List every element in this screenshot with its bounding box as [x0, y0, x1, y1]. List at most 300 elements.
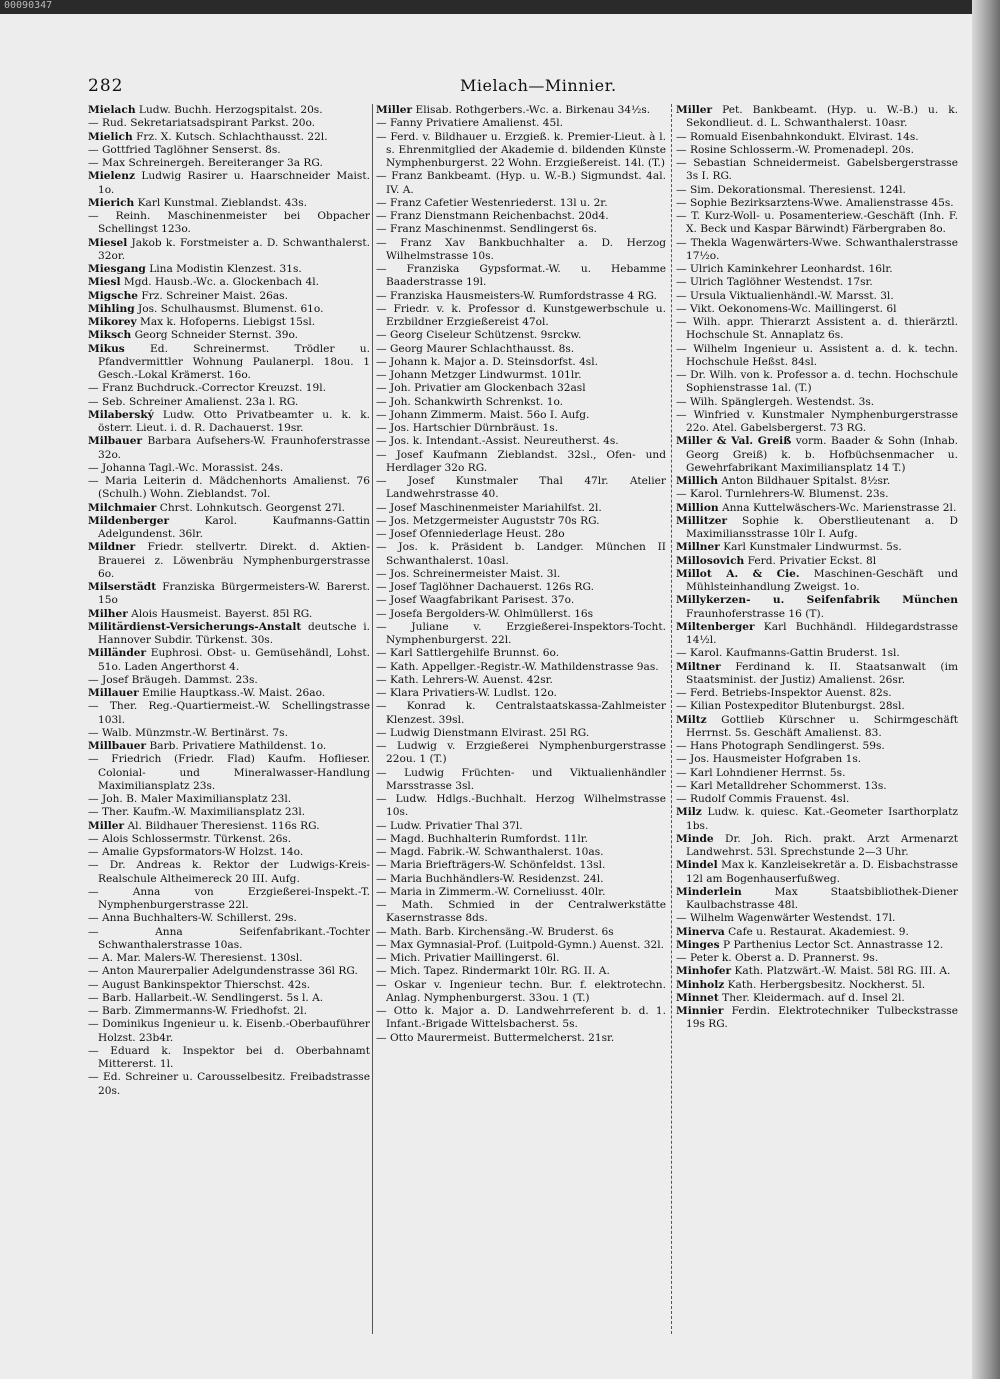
directory-entry	[676, 992, 958, 1005]
directory-entry	[88, 740, 370, 753]
directory-entry	[676, 475, 958, 488]
entry-surname: Minerva	[676, 925, 725, 938]
scan-code: 00090347	[4, 0, 53, 11]
directory-entry	[88, 541, 370, 581]
directory-entry	[88, 117, 370, 130]
directory-entry	[676, 396, 958, 409]
directory-entry	[676, 793, 958, 806]
entry-details: Ludwig v. Erzgießerei Nymphenburgerstrasse 22ou. 1 (T.)	[386, 740, 666, 766]
directory-entry	[376, 674, 666, 687]
entry-details: Josefa Bergolders-W. Ohlmüllerst. 16s	[389, 607, 594, 620]
entry-details: Anna Seifenfabrikant.-Tochter Schwanthalerstrasse 10as.	[98, 925, 370, 951]
directory-entry	[676, 594, 958, 621]
directory-entry	[676, 144, 958, 157]
page-number: 282	[88, 76, 124, 96]
directory-entry	[676, 435, 958, 475]
directory-entry	[376, 846, 666, 859]
directory-entry	[376, 899, 666, 926]
directory-entry	[88, 157, 370, 170]
directory-entry	[376, 541, 666, 568]
directory-entry	[88, 170, 370, 197]
entry-details: Ferd. v. Bildhauer u. Erzgieß. k. Premier-Lieut. à l. s. Ehrenmitglied der Akademie d. bildenden Künste Nymphenburgerst. 22 Wohn. Erzgießereist. 14l. (T.)	[386, 130, 666, 169]
entry-details: Chrst. Lohnkutsch. Georgenst 27l.	[156, 501, 345, 514]
entry-details: Georg Schneider Sternst. 39o.	[131, 329, 299, 342]
directory-entry	[676, 237, 958, 264]
entry-details: Romuald Eisenbahnkondukt. Elvirast. 14s.	[689, 130, 919, 143]
entry-details: Kath. Platzwärt.-W. Maist. 58l RG. III. A.	[731, 965, 951, 978]
running-head: Mielach—Minnier.	[460, 76, 617, 95]
directory-entry	[376, 952, 666, 965]
directory-entry	[88, 979, 370, 992]
entry-details: Maschinen-Geschäft und Mühlsteinhandlung Zweigst. 1o.	[686, 567, 958, 593]
entry-details: Max Gymnasial-Prof. (Luitpold-Gymn.) Auenst. 32l.	[389, 938, 665, 951]
entry-details: Karl Kunstmaler Lindwurmst. 5s.	[719, 541, 902, 554]
entry-details: Otto Maurermeist. Buttermelcherst. 21sr.	[389, 1031, 615, 1044]
directory-entry	[88, 912, 370, 925]
directory-entry	[676, 952, 958, 965]
directory-entry	[88, 687, 370, 700]
entry-details: Georg Ciseleur Schützenst. 9srckw.	[389, 329, 582, 342]
directory-entry	[676, 555, 958, 568]
entry-surname: Minde	[676, 832, 714, 845]
directory-entry	[376, 926, 666, 939]
entry-details: Ferdinand k. II. Staatsanwalt (im Staatsminist. der Justiz) Amalienst. 26sr.	[686, 660, 958, 686]
entry-surname: Miltenberger	[676, 620, 755, 633]
directory-entry	[376, 210, 666, 223]
directory-entry	[676, 157, 958, 184]
entry-surname: Minnet	[676, 991, 719, 1004]
directory-entry	[88, 1071, 370, 1098]
entry-details: Dominikus Ingenieur u. k. Eisenb.-Oberbauführer Holzst. 23b4r.	[98, 1018, 370, 1044]
entry-surname: Milchmaier	[88, 501, 157, 514]
directory-entry	[88, 210, 370, 237]
directory-entry	[376, 979, 666, 1006]
entry-details: Johanna Tagl.-Wc. Morassist. 24s.	[101, 461, 284, 474]
directory-entry	[376, 820, 666, 833]
entry-details: Joh. Schankwirth Schrenkst. 1o.	[389, 395, 564, 408]
entry-details: Klara Privatiers-W. Ludlst. 12o.	[389, 687, 557, 699]
directory-entry	[676, 965, 958, 978]
directory-entry	[676, 276, 958, 289]
directory-entry	[88, 409, 370, 436]
entry-details: Sebastian Schneidermeist. Gabelsbergerstrasse 3s I. RG.	[686, 157, 958, 183]
entry-details: Sim. Dekorationsmal. Theresienst. 124l.	[689, 183, 906, 196]
entry-details: Barb. Zimmermanns-W. Friedhofst. 2l.	[101, 1005, 307, 1017]
entry-details: Fanny Privatiere Amalienst. 45l.	[389, 117, 563, 130]
entry-details: Al. Bildhauer Theresienst. 116s RG.	[124, 819, 320, 832]
entry-surname: Minnier	[676, 1005, 724, 1017]
directory-entry	[376, 131, 666, 171]
entry-surname: Minderlein	[676, 885, 742, 898]
directory-entry	[88, 674, 370, 687]
entry-details: Max Staatsbibliothek-Diener Kaulbachstrasse 48l.	[686, 885, 958, 911]
directory-entry	[676, 303, 958, 316]
entry-details: Friedr. stellvertr. Direkt. d. Aktien-Brauerei z. Löwenbräu Nymphenburgerstrasse 6o.	[98, 541, 370, 580]
directory-entry	[88, 144, 370, 157]
directory-entry	[88, 753, 370, 793]
entry-details: Josef Kunstmaler Thal 47lr. Atelier Landwehrstrasse 40.	[386, 475, 666, 501]
entry-details: August Bankinspektor Thierschst. 42s.	[101, 978, 311, 991]
entry-details: Johann k. Major a. D. Steinsdorfst. 4sl.	[389, 355, 598, 368]
entry-details: Anna Buchhalters-W. Schillerst. 29s.	[101, 912, 297, 925]
entry-details: Karl Sattlergehilfe Brunnst. 6o.	[389, 647, 560, 660]
directory-entry	[88, 515, 370, 542]
entry-surname: Miller & Val. Greiß	[676, 435, 792, 448]
directory-entry	[88, 1045, 370, 1072]
entry-surname: Miesl	[88, 276, 121, 289]
entry-details: Mich. Tapez. Rindermarkt 10lr. RG. II. A.	[389, 965, 610, 978]
directory-entry	[88, 329, 370, 342]
directory-entry	[88, 581, 370, 608]
directory-entry	[88, 382, 370, 395]
directory-entry	[376, 727, 666, 740]
entry-details: Ed. Schreinermst. Trödler u. Pfandvermittler Wohnung Paulanerpl. 18ou. 1 Gesch.-Lokal Krämerst. 16o.	[98, 342, 370, 381]
directory-entry	[88, 343, 370, 383]
directory-entry	[676, 661, 958, 688]
directory-entry	[676, 687, 958, 700]
entry-surname: Milländer	[88, 647, 147, 660]
entry-surname: Migsche	[88, 289, 139, 302]
directory-entry	[376, 594, 666, 607]
entry-details: Peter k. Oberst a. D. Prannerst. 9s.	[689, 952, 879, 964]
directory-entry	[676, 753, 958, 766]
directory-entry	[376, 435, 666, 448]
entry-surname: Mielenz	[88, 170, 135, 183]
entry-surname: Millbauer	[88, 740, 147, 752]
directory-entry	[88, 303, 370, 316]
entry-details: Ludw. Buchh. Herzogspitalst. 20s.	[135, 104, 323, 116]
entry-details: Mich. Privatier Maillingerst. 6l.	[389, 952, 560, 964]
entry-details: Vikt. Oekonomens-Wc. Maillingerst. 6l	[689, 302, 897, 315]
directory-entry	[376, 409, 666, 422]
entry-details: Winfried v. Kunstmaler Nymphenburgerstrasse 22o. Atel. Gabelsbergerst. 73 RG.	[686, 408, 958, 434]
entry-details: Ulrich Taglöhner Westendst. 17sr.	[689, 276, 873, 289]
entry-surname: Mildner	[88, 541, 136, 554]
directory-entry	[88, 926, 370, 953]
directory-entry	[376, 290, 666, 303]
directory-entry	[676, 714, 958, 741]
entry-details: Wilh. appr. Thierarzt Assistent a. d. thierärztl. Hochschule St. Annaplatz 6s.	[686, 316, 958, 342]
entry-details: Barb. Hallarbeit.-W. Sendlingerst. 5s l. A.	[101, 991, 324, 1004]
directory-entry	[88, 475, 370, 502]
entry-details: Alois Hausmeist. Bayerst. 85l RG.	[127, 607, 313, 620]
directory-entry	[676, 780, 958, 793]
entry-surname: Milz	[676, 806, 702, 819]
directory-entry	[88, 462, 370, 475]
directory-entry	[376, 475, 666, 502]
entry-details: Dr. Joh. Rich. prakt. Arzt Armenarzt Landwehrst. 53l. Sprechstunde 2—3 Uhr.	[686, 832, 958, 858]
directory-entry	[376, 104, 666, 117]
entry-details: Elisab. Rothgerbers.-Wc. a. Birkenau 34½s.	[412, 104, 651, 116]
directory-entry	[676, 369, 958, 396]
directory-entry	[676, 197, 958, 210]
directory-column-1	[88, 104, 370, 1344]
directory-entry	[376, 873, 666, 886]
entry-details: Math. Schmied in der Centralwerkstätte Kasernstrasse 8ds.	[386, 899, 666, 925]
entry-surname: Mindel	[676, 859, 718, 872]
entry-details: P Parthenius Lector Sct. Annastrasse 12.	[719, 938, 944, 951]
entry-details: vorm. Baader & Sohn (Inhab. Georg Greiß) k. b. Hofbüchsenmacher u. Gewehrfabrikant Maximiliansplatz 14 T.)	[686, 435, 958, 474]
entry-details: Ther. Reg.-Quartiermeist.-W. Schellingstrasse 103l.	[98, 700, 370, 726]
directory-entry	[676, 767, 958, 780]
entry-surname: Miller	[376, 104, 413, 116]
directory-entry	[676, 647, 958, 660]
entry-surname: Miller	[88, 819, 125, 832]
column-divider	[372, 104, 373, 1334]
directory-entry	[376, 263, 666, 290]
directory-entry	[376, 343, 666, 356]
directory-entry	[376, 568, 666, 581]
directory-entry	[676, 886, 958, 913]
directory-entry	[376, 939, 666, 952]
entry-details: Karl Metalldreher Schommerst. 13s.	[689, 779, 887, 792]
entry-details: Jakob k. Forstmeister a. D. Schwanthalerst. 32or.	[98, 236, 370, 262]
entry-details: Jos. Metzgermeister Auguststr 70s RG.	[389, 514, 600, 527]
directory-entry	[676, 833, 958, 860]
entry-details: Ludwig Rasirer u. Haarschneider Maist. 1o.	[98, 170, 370, 196]
directory-entry	[376, 1032, 666, 1045]
entry-details: Ludwig Dienstmann Elvirast. 25l RG.	[389, 726, 590, 739]
directory-entry	[376, 422, 666, 435]
entry-details: T. Kurz-Woll- u. Posamenteriew.-Geschäft (Inh. F. X. Beck und Kaspar Bärwindt) Färbergraben 8o.	[686, 210, 958, 236]
directory-entry	[88, 833, 370, 846]
entry-surname: Mikorey	[88, 316, 137, 328]
directory-entry	[376, 329, 666, 342]
entry-details: Karol. Kaufmanns-Gattin Bruderst. 1sl.	[689, 647, 900, 660]
entry-details: Joh. Privatier am Glockenbach 32asl	[389, 382, 586, 395]
entry-details: Josef Waagfabrikant Parisest. 37o.	[389, 594, 575, 607]
directory-entry	[376, 170, 666, 197]
entry-details: Karl Kunstmal. Zieblandst. 43s.	[134, 196, 307, 209]
directory-entry	[376, 502, 666, 515]
entry-details: Jos. Hartschier Dürnbräust. 1s.	[389, 422, 559, 434]
entry-surname: Miesel	[88, 236, 128, 249]
directory-entry	[376, 833, 666, 846]
entry-details: Reinh. Maschinenmeister bei Obpacher Schellingst 123o.	[98, 210, 370, 236]
entry-details: Konrad k. Centralstaatskassa-Zahlmeister Klenzest. 39sl.	[386, 700, 666, 726]
directory-entry	[676, 568, 958, 595]
directory-entry	[88, 502, 370, 515]
directory-entry	[88, 263, 370, 276]
directory-entry	[88, 793, 370, 806]
entry-surname: Miesgang	[88, 263, 146, 275]
directory-entry	[88, 435, 370, 462]
directory-entry	[88, 820, 370, 833]
entry-surname: Millot A. & Cie.	[676, 567, 800, 580]
directory-entry	[88, 965, 370, 978]
directory-entry	[376, 886, 666, 899]
entry-details: Josef Taglöhner Dachauerst. 126s RG.	[389, 581, 594, 593]
entry-details: Kilian Postexpeditor Blutenburgst. 28sl.	[689, 700, 905, 713]
directory-entry	[88, 396, 370, 409]
directory-entry	[676, 926, 958, 939]
directory-entry	[88, 1005, 370, 1018]
entry-surname: Mildenberger	[88, 514, 170, 527]
entry-surname: Millosovich	[676, 554, 745, 567]
entry-details: Fraunhoferstrasse 16 (T).	[686, 607, 824, 620]
entry-details: Friedrich (Friedr. Flad) Kaufm. Hoflieser. Colonial- und Mineralwasser-Handlung Maximiliansplatz 23s.	[98, 753, 370, 792]
directory-entry	[676, 806, 958, 833]
directory-entry	[88, 237, 370, 264]
entry-details: Anton Maurerpalier Adelgundenstrasse 36l RG.	[101, 965, 358, 978]
directory-entry	[676, 912, 958, 925]
entry-details: Dr. Wilh. von k. Professor a. d. techn. Hochschule Sophienstrasse 1al. (T.)	[686, 369, 958, 395]
entry-surname: Minholz	[676, 978, 725, 991]
entry-details: Wilh. Spänglergeh. Westendst. 3s.	[689, 395, 875, 408]
entry-details: Josef Kaufmann Zieblandst. 32sl., Ofen- und Herdlager 32o RG.	[386, 448, 666, 474]
entry-details: Ulrich Kaminkehrer Leonhardst. 16lr.	[689, 263, 893, 275]
entry-details: Frz. X. Kutsch. Schlachthausst. 22l.	[132, 130, 328, 143]
entry-details: Rud. Sekretariatsadspirant Parkst. 20o.	[101, 117, 316, 130]
entry-details: Karol. Turnlehrers-W. Blumenst. 23s.	[689, 488, 889, 501]
entry-details: Kath. Appellger.-Registr.-W. Mathildenstrasse 9as.	[389, 660, 659, 673]
entry-details: Franziska Gypsformat.-W. u. Hebamme Baaderstrasse 19l.	[386, 263, 666, 289]
entry-details: Lina Modistin Klenzest. 31s.	[145, 263, 302, 275]
directory-entry	[376, 859, 666, 872]
directory-entry	[676, 515, 958, 542]
entry-surname: Millauer	[88, 687, 139, 699]
entry-details: Cafe u. Restaurat. Akademiest. 9.	[724, 925, 909, 938]
directory-entry	[376, 581, 666, 594]
directory-entry	[88, 647, 370, 674]
directory-entry	[676, 184, 958, 197]
directory-entry	[676, 316, 958, 343]
entry-details: Karl Buchhändl. Hildegardstrasse 14½l.	[686, 620, 958, 646]
entry-details: Ther. Kleidermach. auf d. Insel 2l.	[718, 991, 905, 1004]
entry-details: Barbara Aufsehers-W. Fraunhoferstrasse 32o.	[98, 435, 370, 461]
entry-details: Franz Bankbeamt. (Hyp. u. W.-B.) Sigmundst. 4al. IV. A.	[386, 170, 666, 196]
entry-details: Sophie Bezirksarztens-Wwe. Amalienstrasse 45s.	[689, 196, 954, 209]
entry-surname: Millitzer	[676, 514, 728, 527]
entry-details: Maria Buchhändlers-W. Residenzst. 24l.	[389, 872, 604, 885]
directory-entry	[88, 104, 370, 117]
entry-details: Ludw. Privatier Thal 37l.	[389, 819, 523, 832]
entry-surname: Mielach	[88, 104, 136, 116]
entry-details: Franz Maschinenmst. Sendlingerst 6s.	[389, 223, 598, 236]
directory-entry	[88, 700, 370, 727]
entry-surname: Mielich	[88, 130, 133, 143]
entry-surname: Minges	[676, 938, 720, 951]
entry-details: Karl Lohndiener Herrnst. 5s.	[689, 766, 846, 779]
entry-details: Ther. Kaufm.-W. Maximiliansplatz 23l.	[101, 806, 306, 819]
directory-entry	[676, 290, 958, 303]
directory-entry	[676, 104, 958, 131]
directory-entry	[376, 621, 666, 648]
directory-entry	[88, 316, 370, 329]
directory-entry	[88, 621, 370, 648]
entry-details: Juliane v. Erzgießerei-Inspektors-Tocht. Nymphenburgerst. 22l.	[386, 620, 666, 646]
directory-entry	[676, 409, 958, 436]
entry-details: Mgd. Hausb.-Wc. a. Glockenbach 4l.	[120, 276, 319, 289]
entry-details: Wilhelm Wagenwärter Westendst. 17l.	[689, 912, 896, 925]
entry-details: Ferdin. Elektrotechniker Tulbeckstrasse 19s RG.	[686, 1005, 958, 1031]
directory-entry	[676, 939, 958, 952]
entry-surname: Militärdienst-Versicherungs-Anstalt	[88, 620, 302, 633]
entry-details: Franziska Hausmeisters-W. Rumfordstrasse 4 RG.	[389, 289, 657, 302]
entry-surname: Miksch	[88, 329, 132, 342]
book-spine-shadow	[972, 0, 1000, 1379]
scan-top-strip	[0, 0, 1000, 14]
entry-details: Max Schreinergeh. Bereiteranger 3a RG.	[101, 157, 323, 169]
directory-entry	[88, 1018, 370, 1045]
entry-details: A. Mar. Malers-W. Theresienst. 130sl.	[101, 952, 303, 964]
directory-entry	[376, 647, 666, 660]
directory-entry	[376, 1005, 666, 1032]
entry-details: Jos. k. Präsident b. Landger. München II Schwanthalerst. 10asl.	[386, 541, 666, 567]
entry-details: Pet. Bankbeamt. (Hyp. u. W.-B.) u. k. Sekondlieut. d. L. Schwanthalerst. 10asr.	[686, 104, 958, 130]
directory-entry	[676, 131, 958, 144]
directory-entry	[676, 700, 958, 713]
entry-surname: Millich	[676, 475, 718, 487]
entry-details: Amalie Gypsformators-W Holzst. 14o.	[101, 846, 304, 858]
entry-details: Magd. Buchhalterin Rumfordst. 11lr.	[389, 832, 589, 845]
entry-details: Dr. Andreas k. Rektor der Ludwigs-Kreis-Realschule Altheimereck 20 III. Aufg.	[98, 859, 370, 885]
entry-details: Jos. k. Intendant.-Assist. Neureutherst. 4s.	[389, 435, 619, 448]
directory-entry	[676, 488, 958, 501]
directory-entry	[88, 608, 370, 621]
entry-details: Rosine Schlosserm.-W. Promenadepl. 20s.	[689, 143, 915, 156]
entry-details: Franz Xav Bankbuchhalter a. D. Herzog Wilhelmstrasse 10s.	[386, 236, 666, 262]
entry-details: Ludw. k. quiesc. Kat.-Geometer Isarthorplatz 1bs.	[686, 806, 958, 832]
entry-details: Maria Briefträgers-W. Schönfeldst. 13sl.	[389, 859, 606, 872]
directory-column-2	[376, 104, 666, 1344]
directory-entry	[88, 131, 370, 144]
entry-details: Emilie Hauptkass.-W. Maist. 26ao.	[138, 687, 326, 699]
directory-entry	[376, 382, 666, 395]
directory-entry	[376, 303, 666, 330]
entry-details: Anton Bildhauer Spitalst. 8½sr.	[717, 475, 891, 487]
entry-details: Maria Leiterin d. Mädchenhorts Amalienst. 76 (Schulh.) Wohn. Zieblandst. 7ol.	[98, 475, 370, 501]
entry-details: Kath. Herbergsbesitz. Nockherst. 5l.	[724, 978, 926, 991]
entry-details: Josef Maschinenmeister Mariahilfst. 2l.	[389, 501, 602, 514]
column-divider	[671, 104, 672, 1334]
directory-entry	[676, 343, 958, 370]
entry-details: Gottlieb Kürschner u. Schirmgeschäft Herrnst. 5s. Geschäft Amalienst. 83.	[686, 713, 958, 739]
entry-surname: Milserstädt	[88, 581, 157, 593]
directory-entry	[88, 859, 370, 886]
entry-details: Ludwig Früchten- und Viktualienhändler Marsstrasse 3sl.	[386, 766, 666, 792]
directory-entry	[376, 515, 666, 528]
entry-details: Franz Buchdruck.-Corrector Kreuzst. 19l.	[101, 382, 326, 395]
entry-details: Ed. Schreiner u. Carousselbesitz. Freibadstrasse 20s.	[98, 1071, 370, 1097]
entry-details: Euphrosi. Obst- u. Gemüsehändl, Lohst. 51o. Laden Angerthorst 4.	[98, 647, 370, 673]
directory-entry	[88, 806, 370, 819]
directory-entry	[376, 197, 666, 210]
directory-entry	[376, 396, 666, 409]
directory-entry	[88, 290, 370, 303]
entry-details: Ludw. Otto Privatbeamter u. k. k. österr. Lieut. i. d. R. Dachauerst. 19sr.	[98, 408, 370, 434]
directory-entry	[676, 621, 958, 648]
directory-entry	[376, 117, 666, 130]
directory-entry	[376, 356, 666, 369]
directory-entry	[88, 727, 370, 740]
entry-details: Max k. Kanzleisekretär a. D. Eisbachstrasse 12l am Bogenhauserfußweg.	[686, 859, 958, 885]
entry-details: Seb. Schreiner Amalienst. 23a l. RG.	[101, 395, 299, 408]
entry-details: Oskar v. Ingenieur techn. Bur. f. elektrotechn. Anlag. Nymphenburgerst. 33ou. 1 (T.)	[386, 978, 666, 1004]
entry-surname: Minhofer	[676, 965, 732, 978]
entry-details: Joh. B. Maler Maximiliansplatz 23l.	[101, 793, 292, 805]
directory-entry	[676, 1005, 958, 1032]
directory-entry	[376, 449, 666, 476]
entry-surname: Miltner	[676, 660, 721, 673]
entry-details: Josef Ofenniederlage Heust. 28o	[389, 528, 565, 540]
directory-column-3	[676, 104, 958, 1344]
entry-details: Math. Barb. Kirchensäng.-W. Bruderst. 6s	[389, 925, 614, 938]
directory-entry	[376, 608, 666, 621]
entry-details: Thekla Wagenwärters-Wwe. Schwanthalerstrasse 17½o.	[686, 236, 958, 262]
directory-entry	[88, 886, 370, 913]
entry-details: Kath. Lehrers-W. Auenst. 42sr.	[389, 673, 553, 686]
